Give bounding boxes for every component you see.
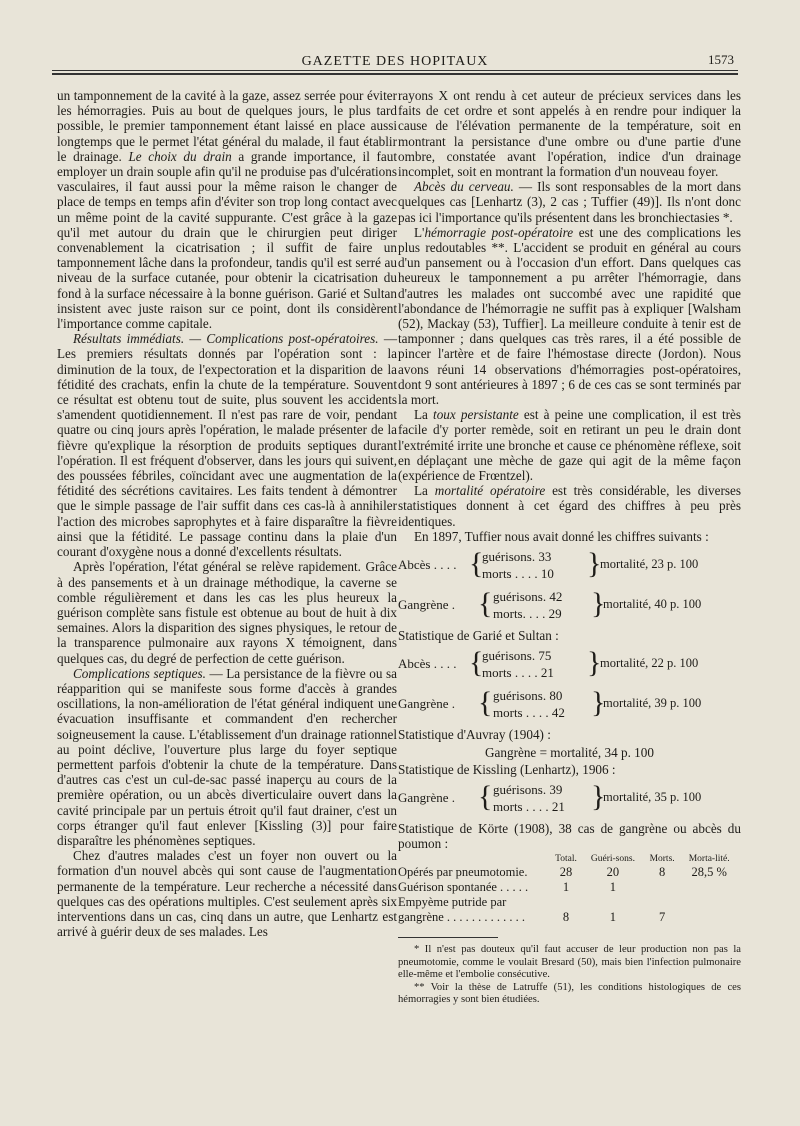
running-title: GAZETTE DES HOPITAUX [301, 54, 489, 69]
paragraph: En 1897, Tuffier nous avait donné les chiffres suivants : [414, 528, 709, 544]
paragraph: La mortalité opératoire est très considérable, les diverses statistiques donnent à cet égard des chiffres à peu près identiques. [398, 483, 742, 529]
stat-kissling-gangrene: Gangrène . { guérisons. 39 morts . . . . 21 } mortalité, 35 p. 100 [398, 779, 702, 814]
footnote-rule [398, 937, 498, 938]
stat-title: Statistique de Kissling (Lenhartz), 1906 : [398, 761, 616, 777]
table-row: gangrène . . . . . . . . . . . . . 8 1 7 [398, 910, 666, 925]
paragraph: Complications septiques. — La persistance de la fièvre ou sa réapparition qui se manifeste sous forme d'accès à grandes oscillations, la non-amélioration de l'état général indiquent une évacuation insuffisante et commandent d'en rechercher soigneusement la cause. L'établissement d'un drainage rationnel au point déclive, l'ouverture plus large du foyer septique permettent parfois d'obtenir la chute de la température. Dans d'autres cas c'est un cul-de-sac passé inaperçu au cours de la première opération, ou un abcès diverticulaire ouvert dans la cavité principale par un pertuis étroit qu'il faut drainer, c'est un corps étranger qu'il faut enlever [Kissling (3)] pour faire disparaître les phénomènes septiques. [57, 665, 397, 848]
header-rule [52, 70, 738, 71]
korte-table [398, 853, 738, 925]
stat-auvray: Gangrène = mortalité, 34 p. 100 [485, 744, 654, 760]
left-column [57, 88, 397, 939]
stat-garie-abces: Abcès . . . . { guérisons. 75 morts . . . . 21 } mortalité, 22 p. 100 [398, 646, 699, 681]
table-row: Empyème putride par [398, 895, 507, 910]
paragraph: Abcès du cerveau. — Ils sont responsables de la mort dans quelques cas [Lenhartz (3), 2 cas ; Tuffier (49)]. Ils n'ont donc pas ici l'importance qu'ils présentent dans les bronchiectasies *. [398, 179, 742, 225]
stat-title: Statistique de Garié et Sultan : [398, 628, 559, 644]
stat-title: Statistique d'Auvray (1904) : [398, 727, 551, 743]
footnote: * Il n'est pas douteux qu'il faut accuser de leur production non pas la pneumotomie, comme le voulait Bresard (50), mais bien l'infection pulmonaire elle-même et l'embolie consécutive. [398, 944, 741, 981]
table-header: Guéri-sons. [590, 854, 635, 865]
stat-title: Statistique de Körte (1908), 38 cas de gangrène ou abcès du poumon : [398, 820, 741, 852]
paragraph: Chez d'autres malades c'est un foyer non ouvert ou la formation d'un nouvel abcès qui sont cause de l'augmentation permanente de la température. Leur recherche a nécessité dans quelques cas des opérations multiples. C'est seulement après six interventions dans un cas, cinq dans un autre, que Lenhartz est arrivé à guérir deux de ses malades. Les [57, 848, 397, 940]
paragraph: Résultats immédiats. — Complications post-opératoires. — Les premiers résultats donnés par l'opération sont : la diminution de la toux, de l'expectoration et la disparition de la fétidité des crachats, enfin la chute de la température. Souvent ce résultat est obtenu tout de suite, plus souvent les accidents s'amendent quotidiennement. Il n'est pas rare de voir, pendant quatre ou cinq jours après l'opération, le malade présenter de la fièvre qu'explique la résorption de produits septiques durant l'opération. Il est fréquent d'observer, dans les jours qui suivent, des poussées fébriles, coïncidant avec une augmentation de la fétidité des sécrétions cavitaires. Les faits tendent à démontrer que le simple passage de l'air suffit dans ces cas-là à annihiler l'action des microbes saprophytes et à faire disparaître la fièvre ainsi que la fétidité. Le passage continu dans la plaie d'un courant d'oxygène nous a donné d'excellents résultats. [57, 331, 397, 560]
table-header: Total. [555, 854, 577, 865]
paragraph: L'hémorragie post-opératoire est une des complications les plus redoutables **. L'accident se produit en général au cours d'un pansement ou à l'occasion d'un effort. Dans quelques cas heureux le tamponnement a pu arrêter l'hémorragie, dans d'autres les malades ont succombé avec une rapidité que l'abondance de l'hémorragie ne suffit pas à expliquer [Walsham (52), Mackay (53), Tuffier]. La meilleure conduite à tenir est de tamponner ; dans quelques cas très rares, il a été possible de pincer l'artère et de faire l'hémostase directe (Jordon). Nous avons réuni 14 observations d'hémorragies post-opératoires, dont 9 sont antérieures à 1897 ; 6 de ces cas se sont terminés par la mort. [398, 224, 741, 408]
table-row: Guérison spontanée . . . . . 1 1 [398, 880, 617, 895]
footnote: ** Voir la thèse de Latruffe (51), les conditions histologiques de ces hémorragies y sont bien étudiées. [398, 981, 741, 1005]
stat-garie-gangrene: Gangrène . { guérisons. 80 morts . . . . 42 } mortalité, 39 p. 100 [398, 686, 702, 721]
paragraph: Après l'opération, l'état général se relève rapidement. Grâce à des pansements et à un drainage méthodique, la caverne se comble régulièrement et dans les cas les plus heureux la guérison complète sans fistule est obtenue au bout de huit à dix semaines. Alors la disparition des signes physiques, le retour de la transparence pulmonaire aux rayons X témoignent, dans quelques cas, du degré de perfection de cette guérison. [57, 559, 397, 666]
header-rule-thick [52, 73, 738, 75]
paragraph: rayons X ont rendu à cet auteur de précieux services dans les faits de cet ordre et sont appelés à en rendre pour indiquer la cause de l'élévation permanente de la température, soit en montrant la persistance d'une ombre ou d'une partie d'une ombre, constatée avant l'opération, indice d'un drainage incomplet, soit en montrant la formation d'un nouveau foyer. [398, 88, 741, 180]
stat-tuffier-gangrene: Gangrène . { guérisons. 42 morts. . . . 29 } mortalité, 40 p. 100 [398, 587, 702, 622]
paragraph: un tamponnement de la cavité à la gaze, assez serrée pour éviter les hémorragies. Puis au bout de quelques jours, le plus tard possible, le premier tamponnement étant laissé en place aussi longtemps que le permet l'état général du malade, il faut établir le drainage. Le choix du drain a grande importance, il faut employer un drain souple afin qu'il ne produise pas d'ulcérations vasculaires, il faut aussi pour la même raison le changer de place de temps en temps afin d'éviter son trop long contact avec un même point de la cavité suppurante. C'est grâce à la gaze qu'il met autour du drain que le chirurgien peut diriger convenablement la cicatrisation ; il suffit de faire un tamponnement lâche dans la profondeur, tandis qu'il est serré au niveau de la surface cutanée, pour obtenir la cicatrisation du fond à la surface nécessaire à la bonne guérison. Garié et Sultan insistent avec juste raison sur ce point, dont ils considèrent l'importance comme capitale. [57, 88, 397, 332]
paragraph: La toux persistante est à peine une complication, il est très facile d'y porter remède, soit en retirant un peu le drain dont l'extrémité irrite une bronche et cause ce phénomène réflexe, soit en déplaçant une mèche de gaze qui agit de la même façon (expérience de Frœntzel). [398, 407, 741, 484]
page-number: 1573 [708, 52, 734, 67]
table-header: Morta-lité. [688, 854, 730, 865]
table-header: Morts. [649, 854, 675, 865]
table-row: Opérés par pneumotomie. 28 20 8 28,5 % [398, 865, 727, 880]
right-column [398, 88, 741, 1006]
stat-tuffier-abces: Abcès . . . . { guérisons. 33 morts . . . . 10 } mortalité, 23 p. 100 [398, 547, 699, 582]
